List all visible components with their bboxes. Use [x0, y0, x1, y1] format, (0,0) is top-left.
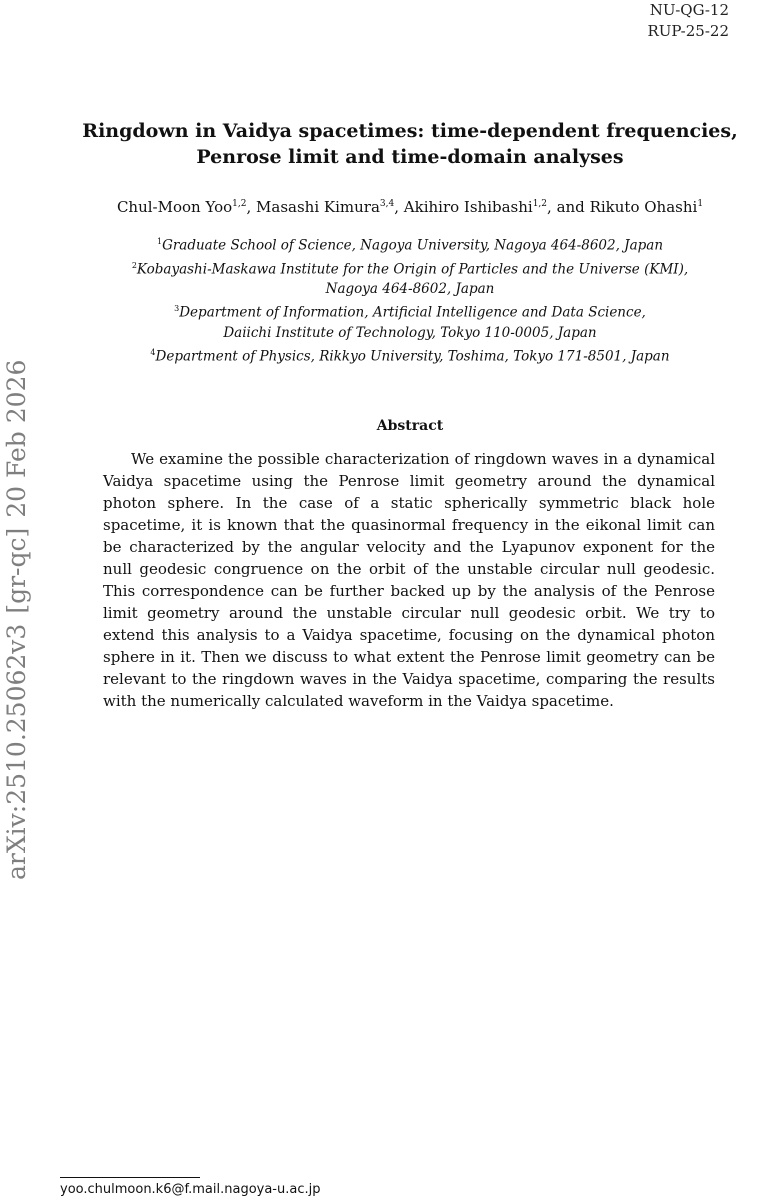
author-connector: and: [556, 198, 585, 216]
report-number: RUP-25-22: [647, 22, 729, 40]
author-affiliation-mark: 1: [697, 199, 704, 209]
affiliation-item: [60, 256, 757, 280]
paper-title: [60, 118, 757, 170]
report-numbers: [647, 0, 729, 42]
author-affiliation-mark: 1,2: [232, 199, 247, 209]
affiliation-text: Nagoya 464-8602, Japan: [325, 281, 495, 297]
affiliation-item: [60, 299, 757, 323]
affiliation-list: [60, 232, 757, 366]
arxiv-category: [gr-qc]: [2, 527, 31, 614]
affiliation-text: Department of Information, Artificial Intelligence and Data Science,: [179, 304, 646, 321]
arxiv-id: arXiv:2510.25062v3: [2, 623, 31, 880]
footnote-divider: [60, 1177, 200, 1178]
affiliation-item: [60, 323, 757, 343]
affiliation-item: [60, 232, 757, 256]
author-name: Rikuto Ohashi: [589, 198, 698, 216]
affiliation-number: 3: [174, 304, 180, 313]
report-number: NU-QG-12: [649, 1, 729, 19]
author-list: Chul-Moon Yoo$^{1,2}$, Masashi Kimura$^{3,4}$, Akihiro Ishibashi$^{1,2}$, and Rikuto Ohashi$^1$: [116, 198, 704, 216]
title-line: Penrose limit and time-domain analyses: [196, 146, 624, 168]
author-name: Masashi Kimura: [256, 198, 380, 216]
author-affiliation-mark: 1,2: [532, 199, 548, 209]
footnote-email: yoo.chulmoon.k6@f.mail.nagoya-u.ac.jp: [60, 1182, 321, 1197]
affiliation-text: Daiichi Institute of Technology, Tokyo 110-0005, Japan: [223, 324, 597, 341]
arxiv-date: 20 Feb 2026: [2, 359, 31, 518]
title-line: Ringdown in Vaidya spacetimes: time-dependent frequencies,: [82, 120, 738, 142]
affiliation-text: Kobayashi-Maskawa Institute for the Origin of Particles and the Universe (KMI),: [136, 261, 689, 277]
author-name: Akihiro Ishibashi: [403, 198, 533, 216]
author-affiliation-mark: 3,4: [379, 199, 395, 209]
affiliation-number: 2: [131, 260, 137, 270]
affiliation-number: 4: [150, 347, 156, 357]
abstract-heading: Abstract: [376, 418, 444, 434]
affiliation-text: Department of Physics, Rikkyo University, Toshima, Tokyo 171-8501, Japan: [155, 348, 670, 364]
author-name: Chul-Moon Yoo: [116, 198, 233, 216]
affiliation-item: [60, 343, 757, 367]
abstract-body: We examine the possible characterization of ringdown waves in a dynamical Vaidya spacetime using the Penrose limit geometry around the dynamical photon sphere. In the case of a static spherically symmetric black hole spacetime, it is known that the quasinormal frequency in the eikonal limit can be characterized by the angular velocity and the Lyapunov exponent for the null geodesic congruence on the orbit of the unstable circular null geodesic. This correspondence can be further backed up by the analysis of the Penrose limit geometry around the unstable circular null geodesic orbit. We try to extend this analysis to a Vaidya spacetime, focusing on the dynamical photon sphere in it. Then we discuss to what extent the Penrose limit geometry can be relevant to the ringdown waves in the Vaidya spacetime, comparing the results with the numerically calculated waveform in the Vaidya spacetime.: [103, 450, 715, 710]
affiliation-number: 1: [156, 237, 163, 246]
affiliation-item: [60, 279, 757, 299]
affiliation-text: Graduate School of Science, Nagoya University, Nagoya 464-8602, Japan: [162, 237, 664, 254]
arxiv-identifier-stamp: [2, 320, 32, 880]
